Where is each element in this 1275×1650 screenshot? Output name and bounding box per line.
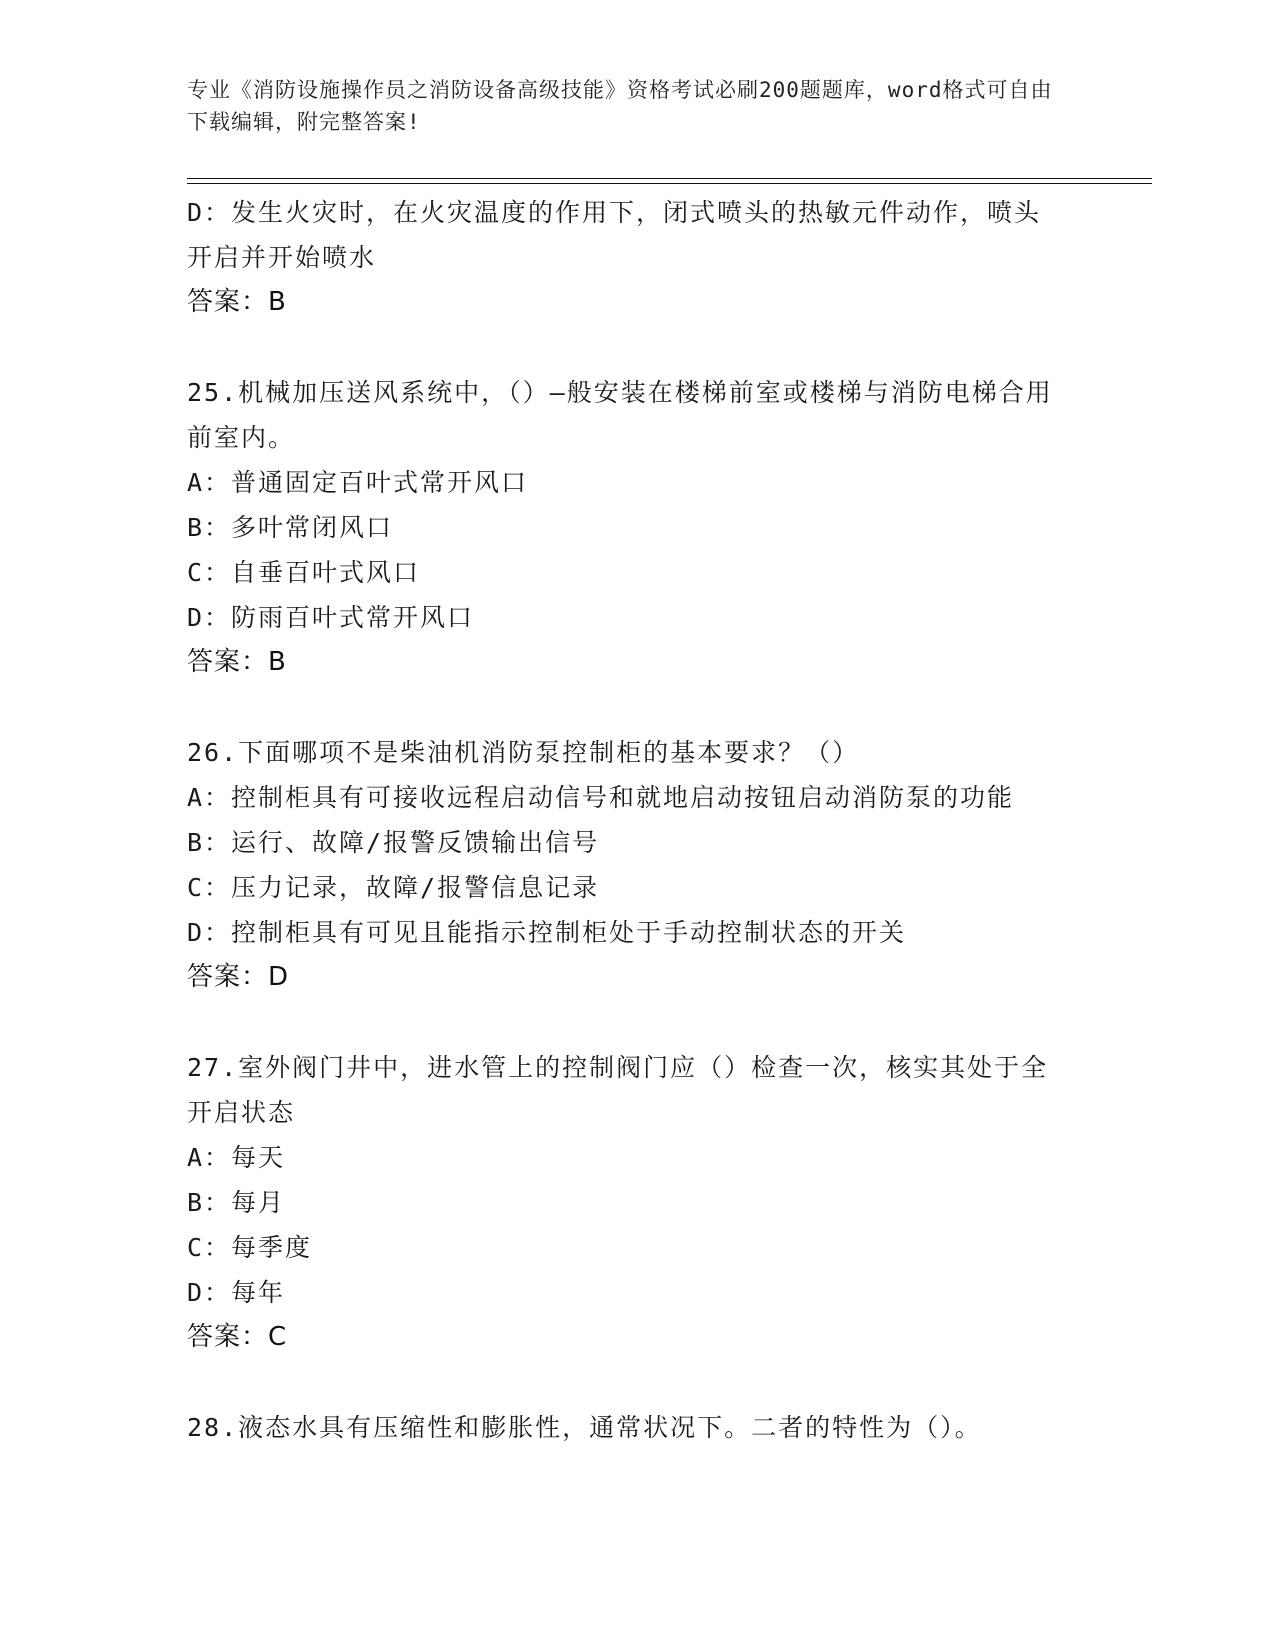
answer-label: 答案：C	[187, 1322, 288, 1352]
option-d: D：防雨百叶式常开风口	[187, 603, 475, 632]
header-rule-top	[187, 178, 1152, 179]
question-content	[187, 190, 1067, 1450]
question-stem: 28.液态水具有压缩性和膨胀性，通常状况下。二者的特性为（）。	[187, 1413, 982, 1442]
question-28	[187, 1405, 1067, 1450]
option-a: A：普通固定百叶式常开风口	[187, 468, 529, 497]
option-b: B：每月	[187, 1188, 286, 1217]
question-27	[187, 1045, 1067, 1360]
option-a: A：控制柜具有可接收远程启动信号和就地启动按钮启动消防泵的功能	[187, 783, 1015, 812]
option-b: B：运行、故障/报警反馈输出信号	[187, 828, 600, 857]
header-rule-bottom	[187, 183, 1152, 184]
option-d: D：每年	[187, 1278, 286, 1307]
answer-label: 答案：D	[187, 962, 290, 992]
question-25	[187, 370, 1067, 685]
question-stem: 26.下面哪项不是柴油机消防泵控制柜的基本要求？（）	[187, 738, 860, 767]
question-26	[187, 730, 1067, 1000]
option-d: D：控制柜具有可见且能指示控制柜处于手动控制状态的开关	[187, 918, 907, 947]
page-header: 专业《消防设施操作员之消防设备高级技能》资格考试必刷200题题库，word格式可自由下载编辑，附完整答案!	[187, 78, 1053, 134]
question-stem: 27.室外阀门井中，进水管上的控制阀门应（）检查一次，核实其处于全开启状态	[187, 1053, 1049, 1127]
question-stem: 25.机械加压送风系统中，（）—般安装在楼梯前室或楼梯与消防电梯合用前室内。	[187, 378, 1053, 452]
answer-label: 答案：B	[187, 647, 287, 677]
answer-label: 答案：B	[187, 287, 287, 317]
option-c: C：自垂百叶式风口	[187, 558, 421, 587]
option-c: C：每季度	[187, 1233, 313, 1262]
option-d: D：发生火灾时，在火灾温度的作用下，闭式喷头的热敏元件动作，喷头开启并开始喷水	[187, 198, 1042, 272]
option-a: A：每天	[187, 1143, 286, 1172]
option-b: B：多叶常闭风口	[187, 513, 394, 542]
option-c: C：压力记录，故障/报警信息记录	[187, 873, 600, 902]
